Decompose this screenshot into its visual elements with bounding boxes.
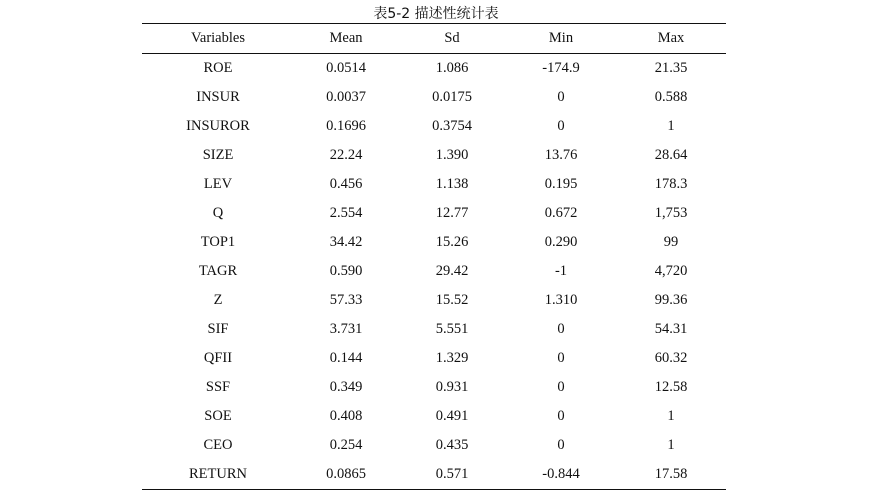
min-cell: -174.9 — [542, 60, 580, 76]
variable-cell: SIZE — [202, 147, 234, 163]
table-row — [142, 373, 726, 402]
variable-cell: SIF — [207, 321, 229, 337]
sd-cell: 5.551 — [435, 321, 469, 337]
table-row — [142, 199, 726, 228]
variable-cell: TAGR — [198, 263, 238, 279]
sd-cell: 0.3754 — [432, 118, 472, 134]
sd-cell: 1.329 — [435, 350, 469, 366]
min-cell: 13.76 — [544, 147, 578, 163]
sd-cell: 15.52 — [435, 292, 469, 308]
max-cell: 99 — [663, 234, 679, 250]
table-row — [142, 170, 726, 199]
min-cell: -1 — [554, 263, 568, 279]
min-cell: 0 — [557, 437, 565, 453]
max-cell: 21.35 — [654, 60, 688, 76]
variable-cell: Q — [212, 205, 224, 221]
min-cell: 0 — [557, 89, 565, 105]
sd-cell: 1.138 — [435, 176, 469, 192]
sd-cell: 0.0175 — [432, 89, 472, 105]
max-cell: 99.36 — [654, 292, 688, 308]
header-row — [142, 24, 726, 53]
table-row — [142, 344, 726, 373]
header-max: Max — [657, 30, 685, 46]
variable-cell: INSUROR — [186, 118, 250, 134]
variable-cell: SOE — [204, 408, 232, 424]
statistics-table-container — [142, 23, 726, 490]
sd-cell: 12.77 — [435, 205, 469, 221]
mean-cell: 0.0037 — [326, 89, 366, 105]
mean-cell: 57.33 — [329, 292, 363, 308]
table-row — [142, 257, 726, 286]
sd-cell: 0.435 — [435, 437, 469, 453]
max-cell: 1 — [667, 408, 675, 424]
bottom-rule — [142, 489, 726, 490]
table-row — [142, 460, 726, 489]
table-row — [142, 83, 726, 112]
max-cell: 178.3 — [654, 176, 688, 192]
table-caption: 表5-2 描述性统计表 — [373, 6, 499, 22]
max-cell: 1 — [667, 118, 675, 134]
table-row — [142, 228, 726, 257]
sd-cell: 29.42 — [435, 263, 469, 279]
min-cell: 0 — [557, 408, 565, 424]
mean-cell: 0.349 — [329, 379, 363, 395]
mean-cell: 2.554 — [329, 205, 363, 221]
mean-cell: 0.1696 — [326, 118, 366, 134]
max-cell: 4,720 — [654, 263, 688, 279]
variable-cell: CEO — [203, 437, 233, 453]
table-row — [142, 112, 726, 141]
max-cell: 28.64 — [654, 147, 688, 163]
sd-cell: 15.26 — [435, 234, 469, 250]
table-row — [142, 286, 726, 315]
min-cell: 0.672 — [544, 205, 578, 221]
mean-cell: 34.42 — [329, 234, 363, 250]
sd-cell: 0.491 — [435, 408, 469, 424]
sd-cell: 0.571 — [435, 466, 469, 482]
variable-cell: LEV — [203, 176, 233, 192]
header-mean: Mean — [329, 30, 363, 46]
statistics-body — [142, 54, 726, 489]
min-cell: 0.195 — [544, 176, 578, 192]
mean-cell: 0.408 — [329, 408, 363, 424]
mean-cell: 0.254 — [329, 437, 363, 453]
max-cell: 1,753 — [654, 205, 688, 221]
table-row — [142, 402, 726, 431]
sd-cell: 0.931 — [435, 379, 469, 395]
mean-cell: 0.0865 — [326, 466, 366, 482]
max-cell: 12.58 — [654, 379, 688, 395]
mean-cell: 3.731 — [329, 321, 363, 337]
max-cell: 17.58 — [654, 466, 688, 482]
variable-cell: INSUR — [196, 89, 240, 105]
mean-cell: 22.24 — [329, 147, 363, 163]
variable-cell: TOP1 — [200, 234, 236, 250]
min-cell: 0 — [557, 379, 565, 395]
sd-cell: 1.086 — [435, 60, 469, 76]
variable-cell: ROE — [203, 60, 233, 76]
variable-cell: SSF — [205, 379, 231, 395]
max-cell: 60.32 — [654, 350, 688, 366]
min-cell: 0 — [557, 118, 565, 134]
table-row — [142, 54, 726, 83]
min-cell: 0 — [557, 350, 565, 366]
max-cell: 54.31 — [654, 321, 688, 337]
mean-cell: 0.590 — [329, 263, 363, 279]
mean-cell: 0.144 — [329, 350, 363, 366]
header-min: Min — [548, 30, 574, 46]
variable-cell: RETURN — [189, 466, 247, 482]
table-row — [142, 315, 726, 344]
min-cell: 1.310 — [544, 292, 578, 308]
table-row — [142, 141, 726, 170]
header-sd: Sd — [444, 30, 460, 46]
max-cell: 0.588 — [654, 89, 688, 105]
mean-cell: 0.456 — [329, 176, 363, 192]
header-variables: Variables — [191, 30, 245, 46]
variable-cell: Z — [213, 292, 223, 308]
min-cell: 0 — [557, 321, 565, 337]
max-cell: 1 — [667, 437, 675, 453]
descriptive-statistics-table — [142, 24, 726, 53]
min-cell: -0.844 — [542, 466, 580, 482]
variable-cell: QFII — [203, 350, 233, 366]
sd-cell: 1.390 — [435, 147, 469, 163]
min-cell: 0.290 — [544, 234, 578, 250]
table-row — [142, 431, 726, 460]
mean-cell: 0.0514 — [326, 60, 366, 76]
